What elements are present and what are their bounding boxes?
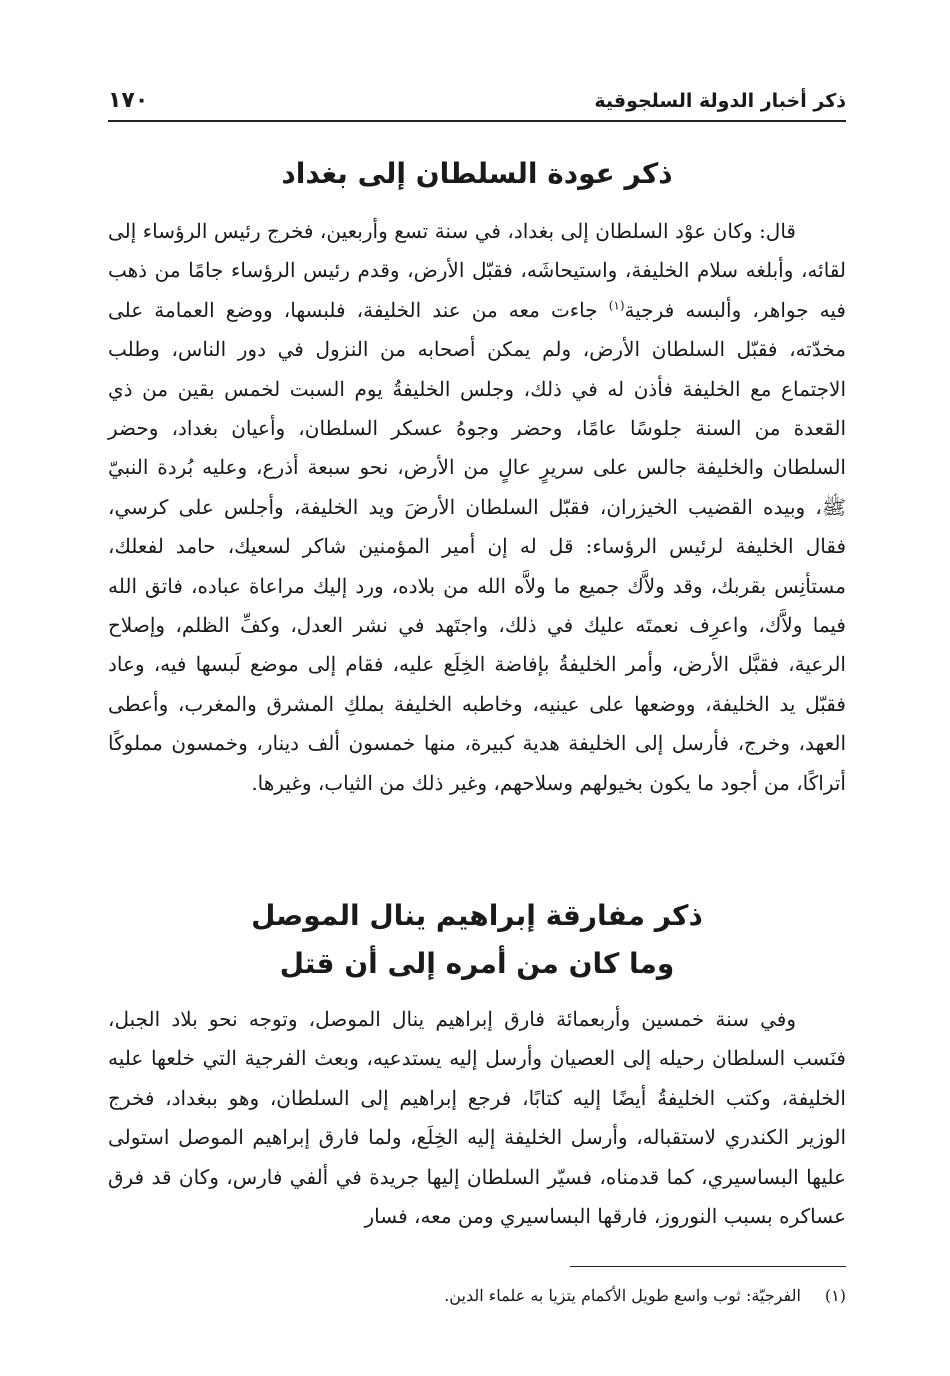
footnote-number: (١) [824, 1286, 846, 1305]
footnote-reference: (١) [608, 298, 625, 313]
running-header [108, 86, 846, 122]
running-header-title: ذكر أخبار الدولة السلجوقية [594, 90, 846, 112]
body-text-part-1: قال: وكان عوْد السلطان إلى بغداد، في سنة تسع وأربعين، فخرج رئيس الرؤساء إلى لقائه، وأبلغه سلام الخليفة، واستيحاشَه، فقبّل الأرض، وقدم رئيس الرؤساء جامًا من ذهب فيه جواهر، وألبسه فرجية [108, 219, 846, 322]
footnote [108, 1284, 846, 1308]
section-heading-ibrahim-line-2: وما كان من أمره إلى أن قتل [279, 947, 675, 980]
footnote-text: الفرجيّة: ثوب واسع طويل الأكمام يتزيا به علماء الدين. [444, 1286, 801, 1305]
page-number: ١٧٠ [108, 88, 149, 113]
body-text-part-2: جاءت معه من عند الخليفة، فلبسها، ووضع العمامة على مخدّته، فقبّل السلطان الأرض، ولم يمكن أصحابه من النزول في دور الناس، وطلب الاجتماع مع الخليفة فأذن له في ذلك، وجلس الخليفةُ يوم السبت لخمس بقين من ذي القعدة من السنة جلوسًا عامًا، وحضر وجوهُ عسكر السلطان، وأعيان بغداد، وحضر السلطان والخليفة جالس على سريرٍ عالٍ من الأرض، نحو سبعة أذرع، وعليه بُردة النبيّ ﷺ، وبيده القضيب الخيزران، فقبّل السلطان الأرضَ ويد الخليفة، وأجلس على كرسي، فقال الخليفة لرئيس الرؤساء: قل له إن أمير المؤمنين شاكر لسعيك، حامد لفعلك، مستأنِس بقربك، وقد ولاَّك جميع ما ولاَّه الله من بلاده، ورد إليك مراعاة عباده، فاتق الله فيما ولاَّك، واعرِف نعمتَه عليك في ذلك، واجتَهد في نشر العدل، وكفِّ الظلم، وإصلاح الرعية، فقبَّل الأرض، وأمر الخليفةُ بإفاضة الخِلَع عليه، فقام إلى موضع لَبسها فيه، وعاد فقبّل يد الخليفة، ووضعها على عينيه، وخاطبه الخليفة بملكِ المشرق والمغرب، وأعطى العهد، وخرج، فأرسل إلى الخليفة هدية كبيرة، منها خمسون ألف دينار، وخمسون مملوكًا أتراكًا، من أجود ما يكون بخيولهم وسلاحهم، وغير ذلك من الثياب، وغيرها. [108, 297, 846, 795]
section-body-ibrahim: وفي سنة خمسين وأربعمائة فارق إبراهيم ينال الموصل، وتوجه نحو بلاد الجبل، فنَسب السلطان رحيله إلى العصيان وأرسل إليه يستدعيه، وبعث الفرجية التي خلعها عليه الخليفة، وكتب الخليفةُ أيضًا إليه كتابًا، فرجع إبراهيم إلى السلطان، وهو ببغداد، فخرج الوزير الكندري لاستقباله، وأرسل الخليفة إليه الخِلَع، ولما فارق إبراهيم الموصل استولى عليها البساسيري، كما قدمناه، فسيّر السلطان إليها جريدة في ألفي فارس، وكان قد فرق عساكره بسبب النوروز، فارقها البساسيري ومن معه، فسار [108, 1007, 846, 1229]
section-heading-ibrahim-line-1: ذكر مفارقة إبراهيم ينال الموصل [251, 899, 703, 932]
section-body-sultan-return [108, 212, 846, 803]
footnote-divider [570, 1266, 846, 1267]
section-heading-sultan-return: ذكر عودة السلطان إلى بغداد [281, 157, 673, 190]
